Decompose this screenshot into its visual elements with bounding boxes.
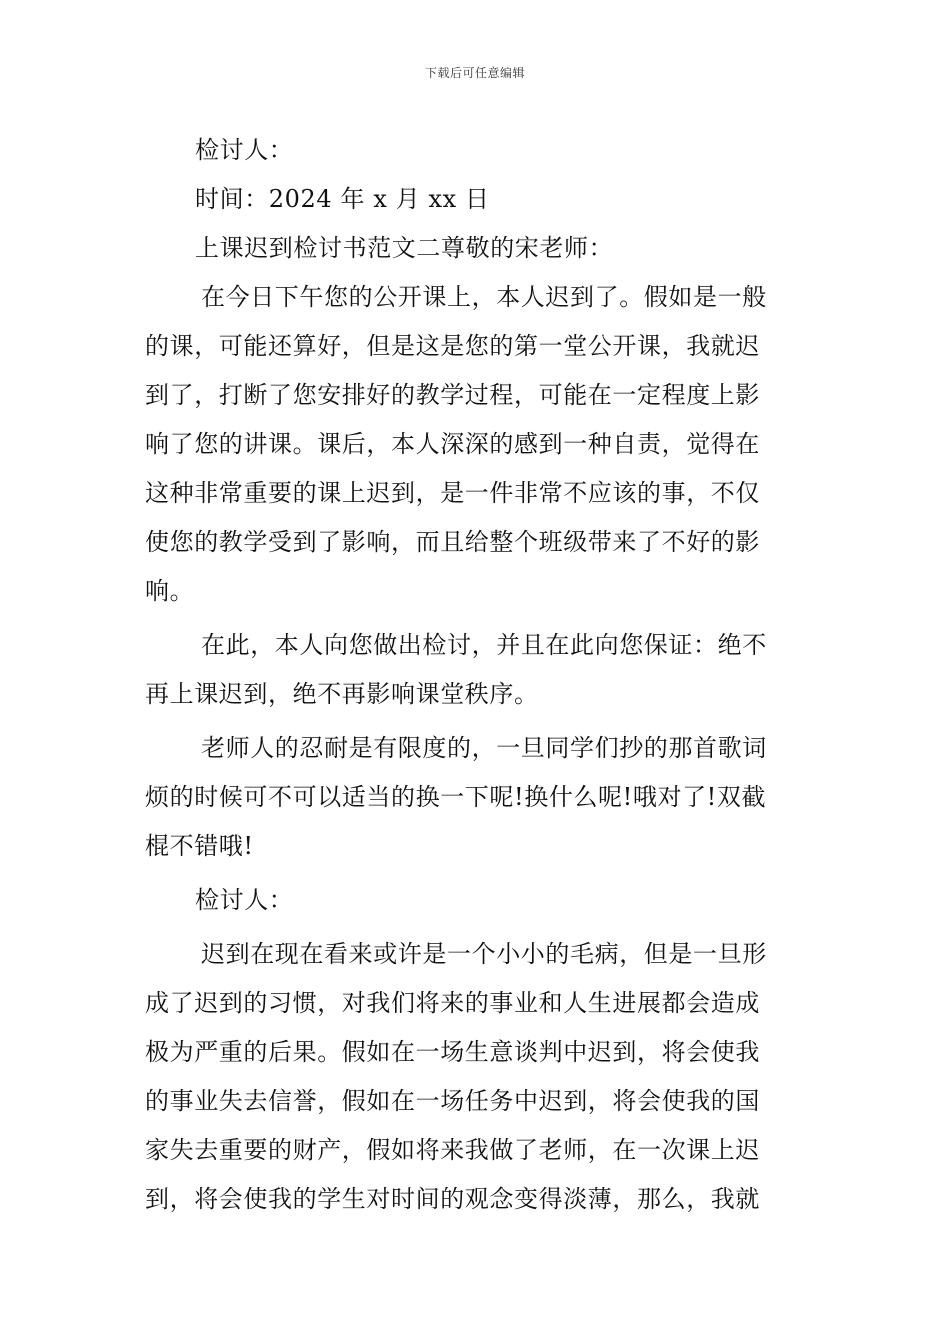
paragraph-2 [145,621,807,719]
paragraph-line: 成了迟到的习惯，对我们将来的事业和人生进展都会造成 [145,989,760,1017]
document-body [145,126,807,1224]
paragraph-line: 这种非常重要的课上迟到，是一件非常不应该的事，不仅 [145,479,760,507]
paragraph-line: 家失去重要的财产，假如将来我做了老师，在一次课上迟 [145,1136,760,1164]
date-line: 时间：2024 年 x 月 xx 日 [195,185,490,213]
paragraph-line: 在此，本人向您做出检讨，并且在此向您保证：绝不 [201,631,767,659]
paragraph-line: 到了，打断了您安排好的教学过程，可能在一定程度上影 [145,381,760,409]
paragraph-1 [145,273,807,616]
page-header: 下载后可任意编辑 [424,66,525,80]
signer-label: 检讨人： [195,886,294,914]
title-line: 上课迟到检讨书范文二尊敬的宋老师： [195,234,614,262]
paragraph-line: 再上课迟到，绝不再影响课堂秩序。 [145,680,539,708]
paragraph-line: 使您的教学受到了影响，而且给整个班级带来了不好的影 [145,528,760,556]
signer-label: 检讨人： [195,136,294,164]
paragraph-line: 迟到在现在看来或许是一个小小的毛病，但是一旦形 [201,940,767,968]
signer-block [145,876,807,925]
paragraph-line: 的课，可能还算好，但是这是您的第一堂公开课，我就迟 [145,332,760,360]
paragraph-line: 老师人的忍耐是有限度的，一旦同学们抄的那首歌词 [201,734,767,762]
paragraph-line: 响了您的讲课。课后，本人深深的感到一种自责，觉得在 [145,430,760,458]
paragraph-line: 烦的时候可不可以适当的换一下呢!换什么呢!哦对了!双截 [145,783,767,811]
paragraph-line: 棍不错哦! [145,832,254,860]
paragraph-3 [145,724,807,871]
paragraph-line: 的事业失去信誉，假如在一场任务中迟到，将会使我的国 [145,1087,760,1115]
paragraph-line: 在今日下午您的公开课上，本人迟到了。假如是一般 [201,283,767,311]
paragraph-4 [145,930,807,1224]
paragraph-line: 极为严重的后果。假如在一场生意谈判中迟到，将会使我 [145,1038,760,1066]
paragraph-line: 到，将会使我的学生对时间的观念变得淡薄，那么，我就 [145,1185,760,1213]
paragraph-line: 响。 [145,577,195,605]
